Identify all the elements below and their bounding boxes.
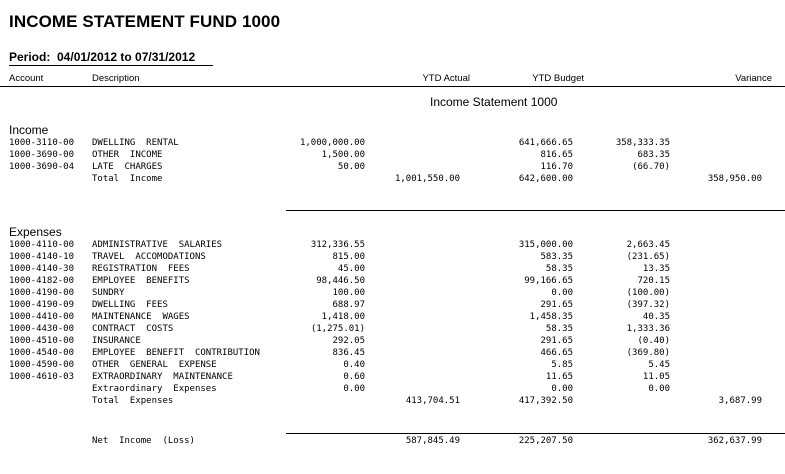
variance-value: 720.15: [637, 276, 670, 286]
account-number: 1000-3110-00: [9, 138, 75, 148]
ytd-budget-value: 58.35: [545, 264, 573, 274]
account-description: Extraordinary Expenses: [92, 384, 217, 394]
account-description: OTHER INCOME: [92, 150, 163, 160]
variance-value: 0.00: [648, 384, 670, 394]
variance-value: 5.45: [648, 360, 670, 370]
total-income-budget: 642,600.00: [518, 174, 573, 184]
ytd-actual-value: 836.45: [332, 348, 365, 358]
variance-value: (369.80): [626, 348, 670, 358]
account-number: 1000-3690-04: [9, 162, 75, 172]
ytd-budget-value: 816.65: [540, 150, 573, 160]
account-number: 1000-4110-00: [9, 240, 75, 250]
report-title: INCOME STATEMENT FUND 1000: [9, 12, 281, 31]
total-income-variance: 358,950.00: [707, 174, 762, 184]
account-description: MAINTENANCE WAGES: [92, 312, 190, 322]
variance-value: (231.65): [626, 252, 670, 262]
ytd-budget-value: 466.65: [540, 348, 573, 358]
total-income-label: Total Income: [92, 174, 163, 184]
income-heading: Income: [9, 123, 49, 137]
account-description: DWELLING RENTAL: [92, 138, 179, 148]
ytd-budget-value: 0.00: [551, 288, 573, 298]
ytd-budget-value: 99,166.65: [524, 276, 573, 286]
ytd-budget-value: 291.65: [540, 336, 573, 346]
ytd-actual-value: 292.05: [332, 336, 365, 346]
account-description: EXTRAORDINARY MAINTENANCE: [92, 372, 233, 382]
total-expenses-budget: 417,392.50: [518, 396, 573, 406]
account-number: 1000-4540-00: [9, 348, 75, 358]
ytd-actual-value: 50.00: [337, 162, 365, 172]
column-header-ytd-budget: YTD Budget: [532, 73, 584, 84]
account-number: 1000-4182-00: [9, 276, 75, 286]
ytd-actual-value: (1,275.01): [310, 324, 365, 334]
statement-subtitle: Income Statement 1000: [430, 95, 558, 109]
ytd-actual-value: 1,000,000.00: [299, 138, 365, 148]
ytd-actual-value: 45.00: [337, 264, 365, 274]
account-description: INSURANCE: [92, 336, 141, 346]
variance-value: 2,663.45: [626, 240, 670, 250]
ytd-budget-value: 58.35: [545, 324, 573, 334]
ytd-budget-value: 315,000.00: [518, 240, 573, 250]
variance-value: (66.70): [632, 162, 670, 172]
variance-value: 40.35: [642, 312, 670, 322]
net-income-budget: 225,207.50: [518, 436, 573, 446]
variance-value: 358,333.35: [615, 138, 670, 148]
ytd-budget-value: 641,666.65: [518, 138, 573, 148]
variance-value: (0.40): [637, 336, 670, 346]
ytd-actual-value: 0.40: [343, 360, 365, 370]
column-header-account: Account: [9, 73, 44, 84]
account-number: 1000-4510-00: [9, 336, 75, 346]
ytd-actual-value: 1,418.00: [321, 312, 365, 322]
account-number: 1000-4410-00: [9, 312, 75, 322]
column-header-description: Description: [92, 73, 140, 84]
account-description: OTHER GENERAL EXPENSE: [92, 360, 217, 370]
ytd-budget-value: 116.70: [540, 162, 573, 172]
total-income-actual: 1,001,550.00: [394, 174, 460, 184]
ytd-budget-value: 583.35: [540, 252, 573, 262]
account-description: TRAVEL ACCOMODATIONS: [92, 252, 206, 262]
account-description: CONTRACT COSTS: [92, 324, 174, 334]
expenses-heading: Expenses: [9, 225, 62, 239]
ytd-budget-value: 11.65: [545, 372, 573, 382]
variance-value: (397.32): [626, 300, 670, 310]
account-description: ADMINISTRATIVE SALARIES: [92, 240, 223, 250]
account-description: REGISTRATION FEES: [92, 264, 190, 274]
ytd-actual-value: 0.60: [343, 372, 365, 382]
net-income-label: Net Income (Loss): [92, 436, 195, 446]
account-number: 1000-4190-09: [9, 300, 75, 310]
account-number: 1000-4140-10: [9, 252, 75, 262]
account-description: DWELLING FEES: [92, 300, 168, 310]
period-underline: [9, 65, 213, 66]
ytd-budget-value: 1,458.35: [529, 312, 573, 322]
account-description: LATE CHARGES: [92, 162, 163, 172]
account-number: 1000-4140-30: [9, 264, 75, 274]
account-number: 1000-4190-00: [9, 288, 75, 298]
account-description: EMPLOYEE BENEFITS: [92, 276, 190, 286]
ytd-budget-value: 5.85: [551, 360, 573, 370]
ytd-budget-value: 291.65: [540, 300, 573, 310]
total-expenses-label: Total Expenses: [92, 396, 174, 406]
variance-value: 683.35: [637, 150, 670, 160]
variance-value: 1,333.36: [626, 324, 670, 334]
section-divider: [286, 210, 785, 211]
account-description: EMPLOYEE BENEFIT CONTRIBUTION: [92, 348, 260, 358]
account-number: 1000-3690-00: [9, 150, 75, 160]
report-period: Period: 04/01/2012 to 07/31/2012: [9, 50, 196, 64]
column-header-ytd-actual: YTD Actual: [422, 73, 470, 84]
account-number: 1000-4590-00: [9, 360, 75, 370]
total-expenses-variance: 3,687.99: [718, 396, 762, 406]
variance-value: 13.35: [642, 264, 670, 274]
variance-value: 11.05: [642, 372, 670, 382]
net-income-divider: [286, 433, 785, 434]
ytd-actual-value: 312,336.55: [310, 240, 365, 250]
account-number: 1000-4610-03: [9, 372, 75, 382]
ytd-budget-value: 0.00: [551, 384, 573, 394]
ytd-actual-value: 815.00: [332, 252, 365, 262]
total-expenses-actual: 413,704.51: [405, 396, 460, 406]
net-income-actual: 587,845.49: [405, 436, 460, 446]
net-income-variance: 362,637.99: [707, 436, 762, 446]
ytd-actual-value: 1,500.00: [321, 150, 365, 160]
ytd-actual-value: 688.97: [332, 300, 365, 310]
account-number: 1000-4430-00: [9, 324, 75, 334]
ytd-actual-value: 100.00: [332, 288, 365, 298]
account-description: SUNDRY: [92, 288, 125, 298]
variance-value: (100.00): [626, 288, 670, 298]
ytd-actual-value: 0.00: [343, 384, 365, 394]
header-divider: [0, 86, 785, 87]
column-header-variance: Variance: [735, 73, 772, 84]
ytd-actual-value: 98,446.50: [316, 276, 365, 286]
